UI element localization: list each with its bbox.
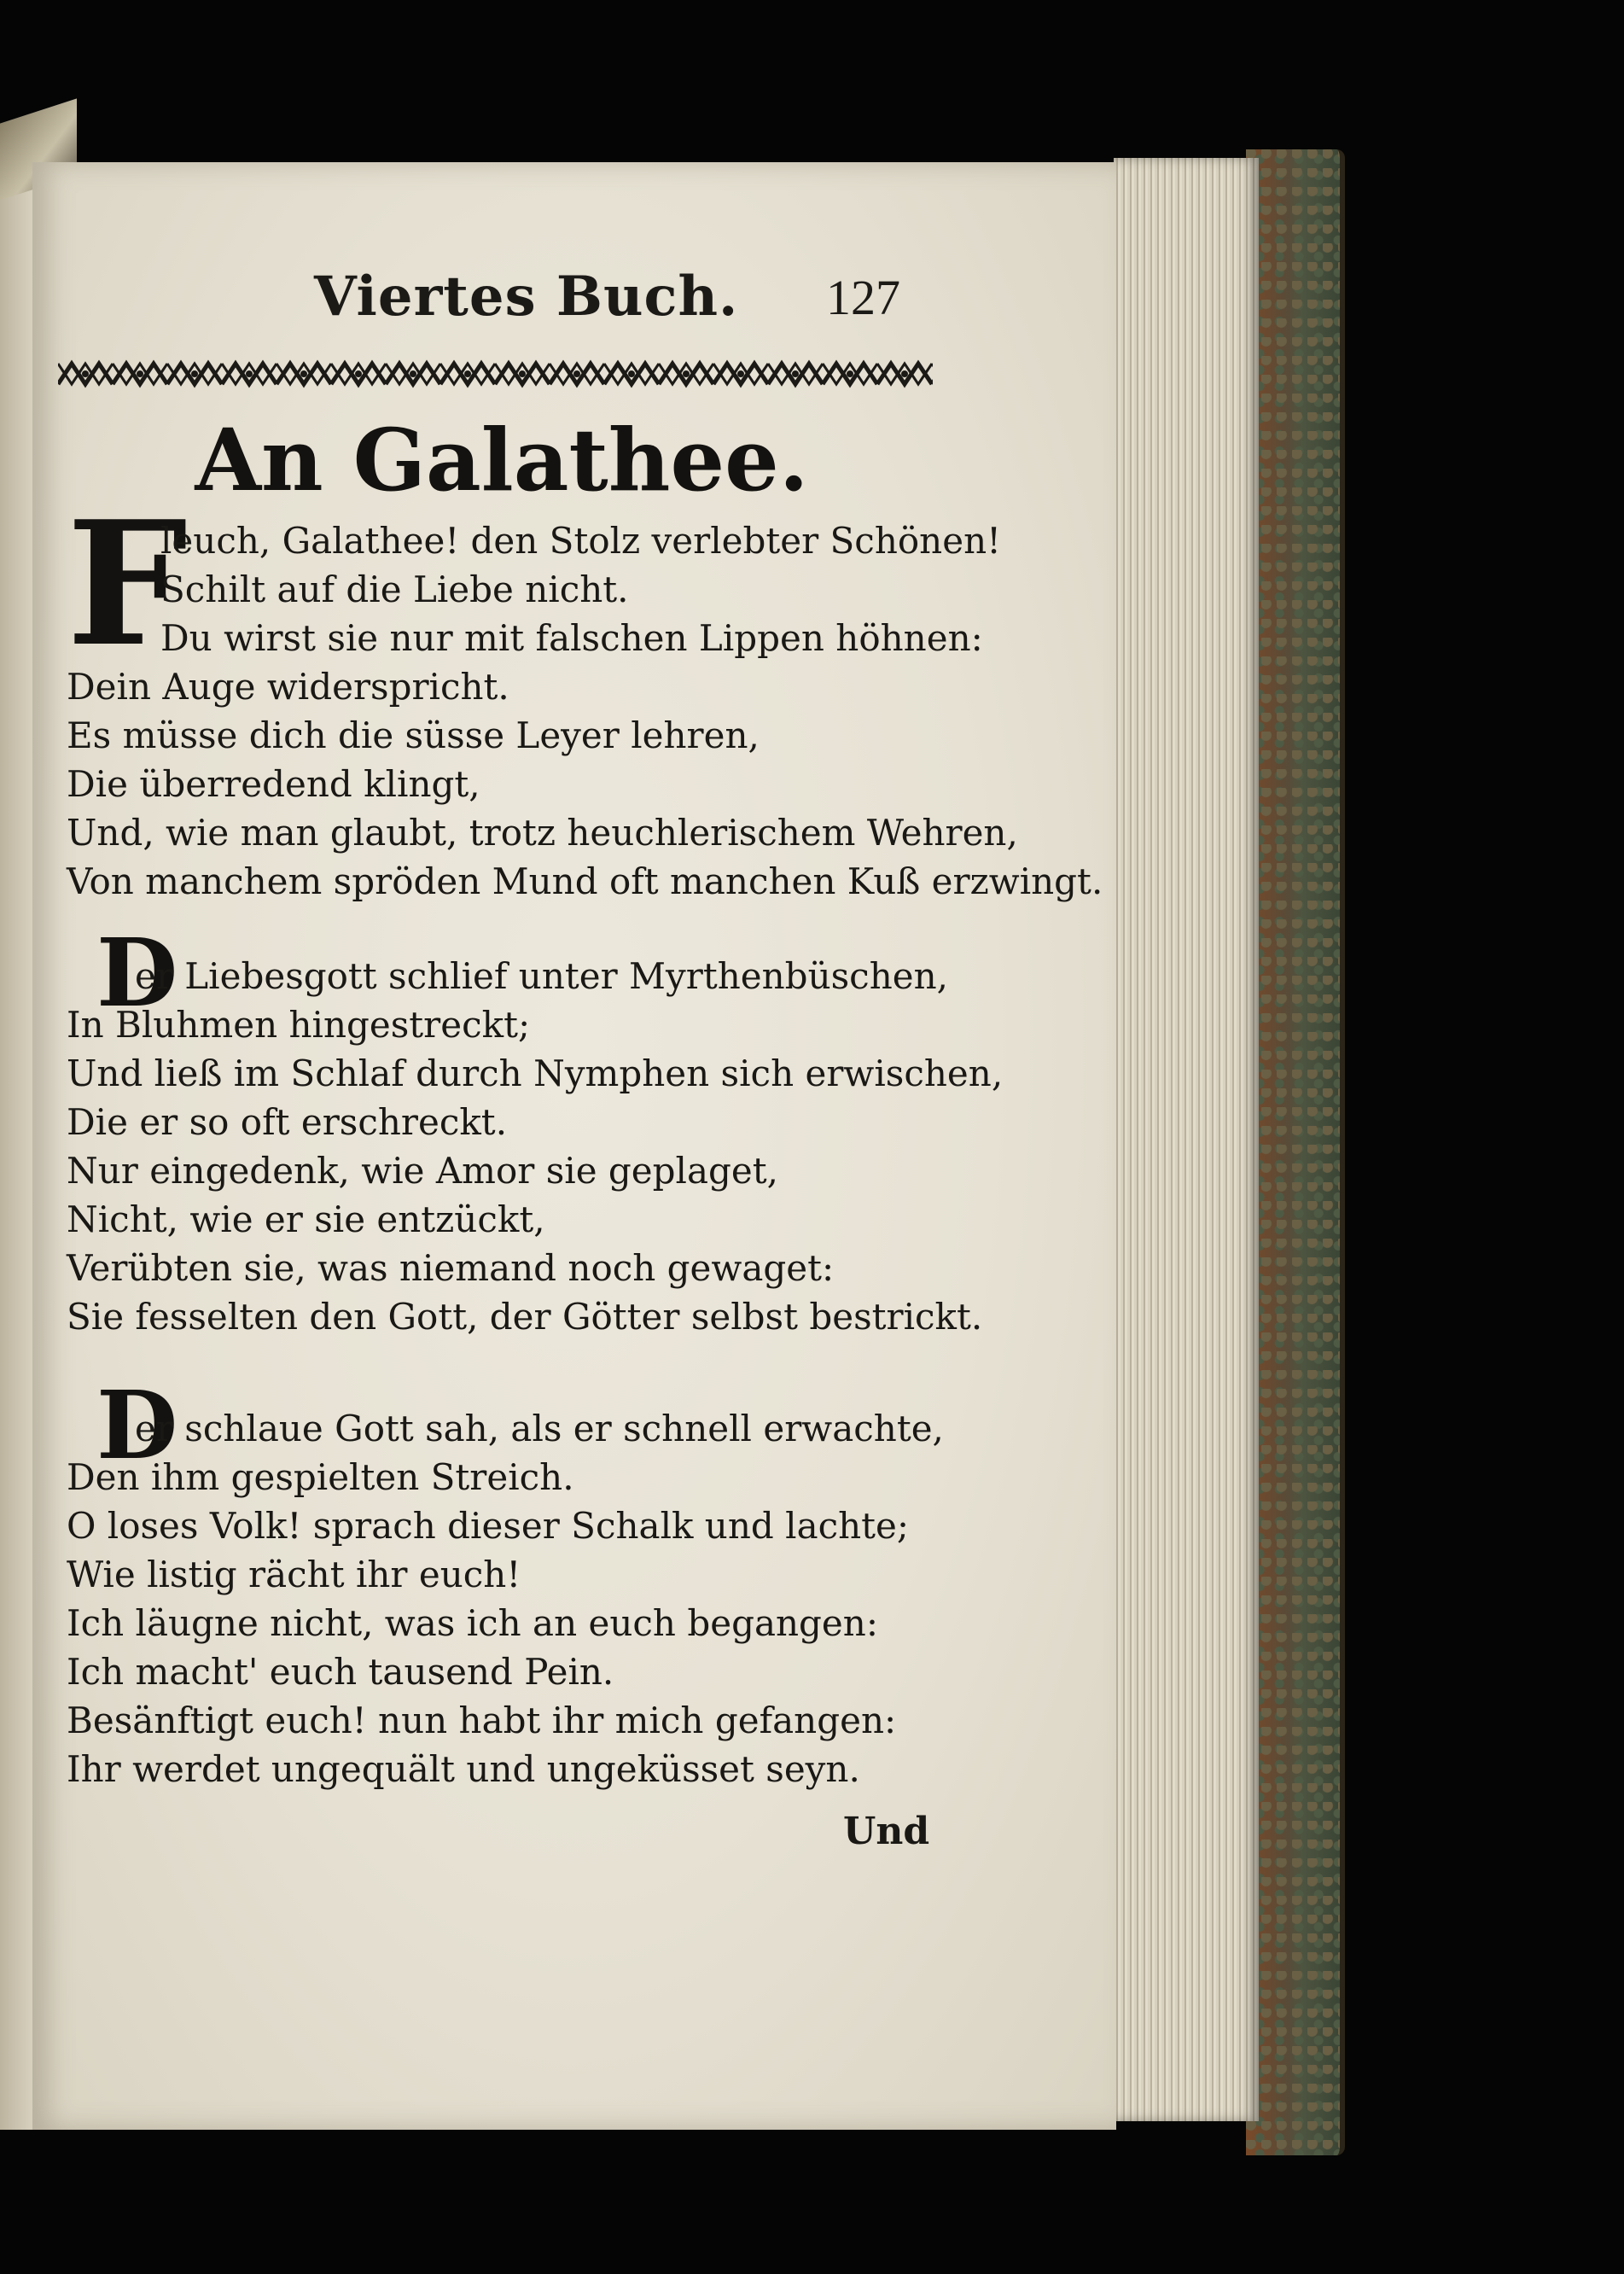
verse-line: Von manchem spröden Mund oft manchen Kuß erzwingt.: [67, 860, 1103, 902]
stanza-1: [67, 516, 1103, 906]
verse-line: Den ihm gespielten Streich.: [67, 1456, 574, 1498]
verse-line: Du wirst sie nur mit falschen Lippen höhnen:: [160, 617, 983, 659]
verse-line: Ich macht' euch tausend Pein.: [67, 1651, 614, 1693]
drop-cap-initial: D: [96, 1370, 178, 1480]
poem-title: An Galathee.: [195, 410, 809, 510]
page-edges: [1114, 158, 1259, 2121]
stanza-3: [67, 1404, 946, 1793]
verse-line: Sie fesselten den Gott, der Götter selbst bestrickt.: [67, 1296, 983, 1338]
drop-cap-initial: D: [96, 918, 178, 1028]
verse-line: Es müsse dich die süsse Leyer lehren,: [67, 714, 760, 756]
verse-line: Nur eingedenk, wie Amor sie geplaget,: [67, 1150, 778, 1192]
drop-cap-initial: F: [67, 484, 188, 685]
verse-line: O loses Volk! sprach dieser Schalk und lachte;: [67, 1505, 910, 1547]
verse-line: Wie listig rächt ihr euch!: [67, 1554, 521, 1595]
verse-line: Und ließ im Schlaf durch Nymphen sich erwischen,: [67, 1052, 1004, 1094]
verse-line: Ich läugne nicht, was ich an euch begangen:: [67, 1602, 878, 1644]
catchword: Und: [843, 1810, 930, 1853]
page-number: 127: [826, 270, 900, 325]
stanza-2: [67, 952, 1004, 1341]
verse-line: er schlaue Gott sah, als er schnell erwachte,: [135, 1408, 944, 1449]
verse-line: Dein Auge widerspricht.: [67, 666, 509, 708]
verse-line: Die überredend klingt,: [67, 763, 480, 805]
verse-line: Und, wie man glaubt, trotz heuchlerischem Wehren,: [67, 812, 1018, 854]
book-page: [32, 162, 1116, 2130]
verse-line: er Liebesgott schlief unter Myrthenbüschen,: [135, 955, 948, 997]
verse-line: Verübten sie, was niemand noch gewaget:: [67, 1247, 835, 1289]
ornament-band: [58, 357, 933, 391]
verse-line: leuch, Galathee! den Stolz verlebter Schönen!: [160, 520, 1001, 562]
verse-line: Nicht, wie er sie entzückt,: [67, 1198, 545, 1240]
verse-line: Besänftigt euch! nun habt ihr mich gefangen:: [67, 1700, 897, 1741]
verse-line: Schilt auf die Liebe nicht.: [160, 568, 629, 610]
left-page-edge: [0, 184, 36, 2130]
verse-line: In Bluhmen hingestreckt;: [67, 1004, 531, 1046]
book-cover: [1246, 149, 1345, 2155]
running-title: Viertes Buch.: [314, 265, 739, 329]
verse-line: Die er so oft erschreckt.: [67, 1101, 508, 1143]
verse-line: Ihr werdet ungequält und ungeküsset seyn.: [67, 1748, 860, 1790]
